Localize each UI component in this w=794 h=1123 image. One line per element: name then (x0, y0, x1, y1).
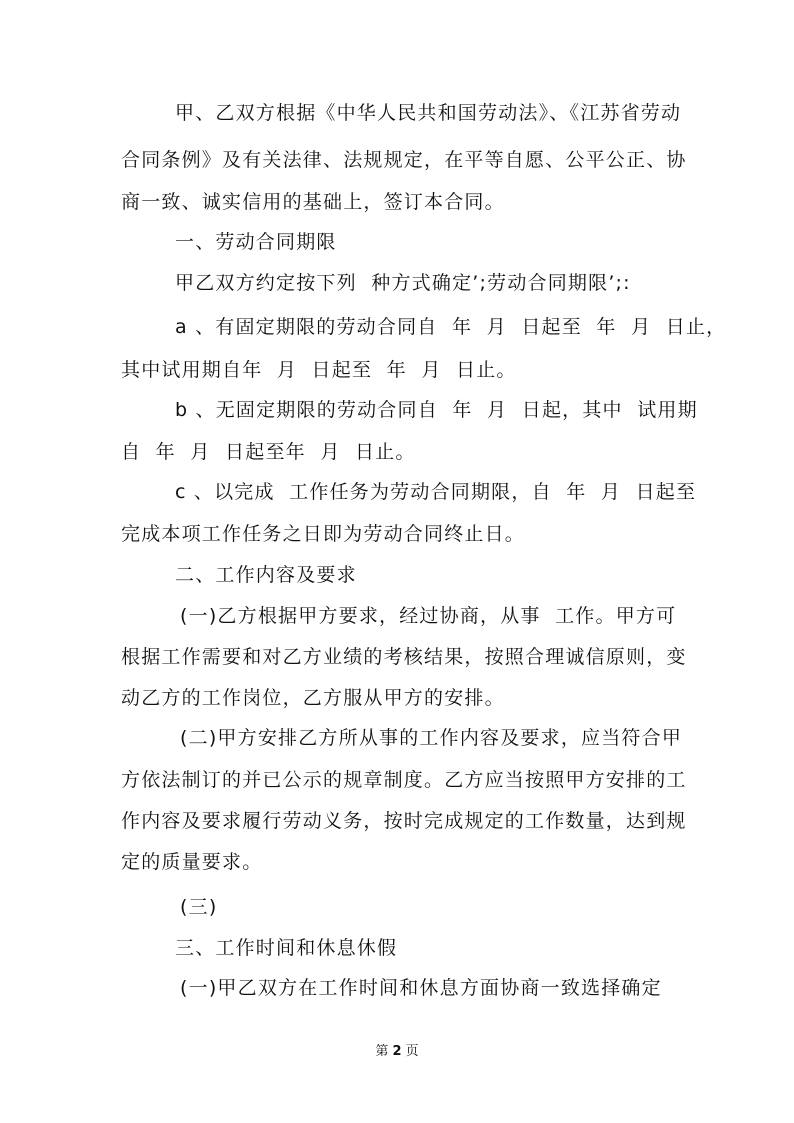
paragraph-line: 定的质量要求。 (121, 851, 263, 873)
page-number: 2 (392, 1044, 402, 1059)
paragraph-line: 其中试用期自年 月 日起至 年 月 日止。 (121, 359, 517, 381)
paragraph-line: 甲、乙双方根据《中华人民共和国劳动法》、《江苏省劳动 (175, 102, 682, 124)
paragraph-line: 合同条例》及有关法律、法规规定，在平等自愿、公平公正、协 (121, 149, 687, 171)
paragraph-line: 自 年 月 日起至年 月 日止。 (121, 441, 416, 463)
paragraph-line: 根据工作需要和对乙方业绩的考核结果，按照合理诚信原则，变 (121, 646, 687, 668)
footer-suffix: 页 (405, 1044, 419, 1059)
paragraph-line: 甲乙双方约定按下列 种方式确定’;劳动合同期限’;: (175, 272, 631, 294)
section-heading: 二、工作内容及要求 (175, 564, 357, 586)
paragraph-line: (三) (180, 896, 218, 918)
page-footer (0, 1043, 794, 1061)
paragraph-line: c 、以完成 工作任务为劳动合同期限，自 年 月 日起至 (175, 481, 697, 503)
footer-prefix: 第 (375, 1044, 389, 1059)
paragraph-line: b 、无固定期限的劳动合同自 年 月 日起，其中 试用期 (175, 399, 698, 421)
paragraph-line: 完成本项工作任务之日即为劳动合同终止日。 (121, 523, 526, 545)
section-heading: 一、劳动合同期限 (175, 231, 337, 253)
paragraph-line: (一)甲乙双方在工作时间和休息方面协商一致选择确定 (180, 977, 662, 999)
paragraph-line: 方依法制订的并已公示的规章制度。乙方应当按照甲方安排的工 (121, 769, 687, 791)
paragraph-line: (一)乙方根据甲方要求，经过协商，从事 工作。甲方可 (180, 605, 677, 627)
paragraph-line: a 、有固定期限的劳动合同自 年 月 日起至 年 月 日止， (175, 316, 727, 338)
section-heading: 三、工作时间和休息休假 (175, 937, 398, 959)
paragraph-line: 作内容及要求履行劳动义务，按时完成规定的工作数量，达到规 (121, 810, 687, 832)
paragraph-line: (二)甲方安排乙方所从事的工作内容及要求，应当符合甲 (180, 727, 683, 749)
paragraph-line: 动乙方的工作岗位，乙方服从甲方的安排。 (121, 687, 505, 709)
paragraph-line: 商一致、诚实信用的基础上，签订本合同。 (121, 191, 505, 213)
